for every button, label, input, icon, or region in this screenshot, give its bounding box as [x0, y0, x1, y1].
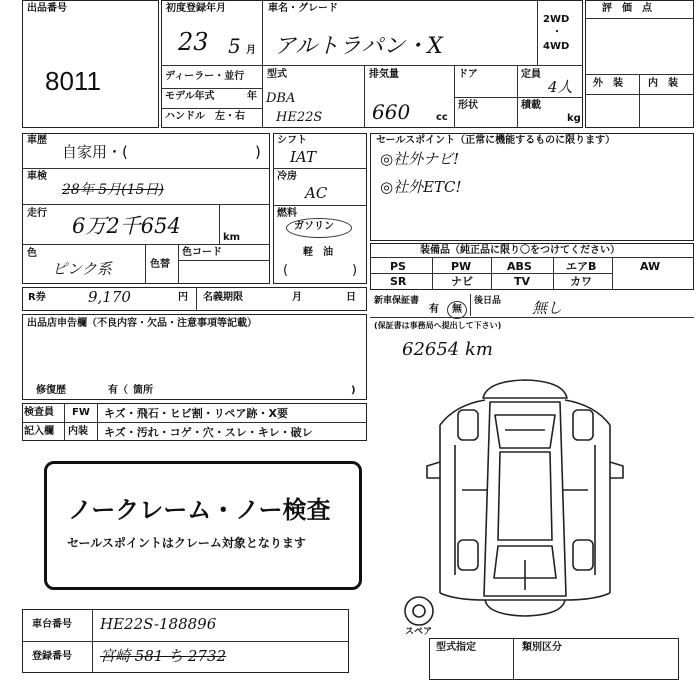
capacity-label: 定員 [521, 69, 541, 80]
door-label: ドア [458, 69, 478, 80]
category-label: 類別区分 [522, 642, 562, 653]
equip-tv: TV [514, 275, 531, 288]
sales-point-line1: ◎社外ナビ! [380, 150, 460, 168]
no-claim-sub: セールスポイントはクレーム対象となります [67, 536, 306, 550]
warranty-no: 無 [452, 304, 462, 315]
drive-4wd: 4WD [543, 41, 570, 52]
exterior-label: 外 装 [593, 78, 623, 89]
drive-dot: ・ [552, 27, 562, 38]
shift-value: IAT [290, 148, 316, 166]
deadline-day: 日 [346, 292, 356, 303]
first-reg-year: 23 [178, 28, 209, 56]
recycle-label: R券 [28, 292, 46, 303]
type-label: 型式 [267, 69, 287, 80]
inspector-label: 検査員 [24, 407, 54, 418]
car-name-label: 車名・グレード [268, 3, 338, 14]
chassis-label: 車台番号 [32, 619, 72, 630]
repair-place: 箇所 [133, 385, 153, 396]
equip-abs: ABS [507, 260, 532, 273]
interior-label: 内 装 [648, 78, 678, 89]
history-label: 車歴 [27, 135, 47, 146]
lot-number-label: 出品番号 [27, 3, 67, 14]
fw-items: キズ・飛石・ヒビ割・リペア跡・X要 [104, 407, 289, 420]
deadline-month: 月 [292, 292, 302, 303]
km-unit: km [223, 232, 241, 243]
type-value-2: HE22S [276, 110, 323, 125]
reg-value: 宮崎 581 ち 2732 [100, 647, 227, 665]
report-title: 出品店申告欄（不良内容・欠品・注意事項等記載） [27, 318, 257, 329]
inspection-value: 28年 5月(15日) [62, 182, 164, 198]
repair-label: 修復歴 [36, 385, 66, 396]
model-year-label: モデル年式 [165, 91, 215, 102]
type-spec-label: 型式指定 [436, 642, 476, 653]
dealer-label: ディーラー・並行 [165, 71, 245, 82]
month-suffix: 月 [246, 45, 256, 56]
mirror-right [610, 462, 623, 478]
capacity-value: 4人 [548, 78, 573, 96]
kg-unit: kg [567, 113, 581, 124]
light-oil-label: 軽 油 [303, 247, 333, 258]
fuel-paren-close: ) [352, 263, 358, 278]
wheel-front-left [458, 410, 478, 440]
warranty-note: (保証書は事務局へ提出して下さい) [374, 321, 502, 330]
first-reg-label: 初度登録年月 [166, 3, 226, 14]
wheel-front-right [573, 410, 593, 440]
displacement-value: 660 [372, 100, 411, 124]
equip-navi: ナビ [451, 275, 473, 288]
equip-pw: PW [451, 260, 472, 273]
repair-paren-close: ) [351, 385, 356, 396]
mileage-label: 走行 [27, 208, 47, 219]
warranty-yes: 有 [429, 304, 439, 315]
fw-label: FW [72, 407, 90, 418]
drive-2wd: 2WD [543, 14, 570, 25]
sales-point-title: セールスポイント（正常に機能するものに限ります） [376, 135, 616, 146]
warranty-handwritten: 62654 km [402, 339, 493, 360]
equip-aw: AW [640, 260, 661, 273]
chassis-value: HE22S-188896 [100, 615, 217, 633]
color-code-label: 色コード [182, 247, 222, 258]
interior-items: キズ・汚れ・コゲ・穴・スレ・キレ・破レ [104, 426, 313, 439]
fuel-paren-open: ( [283, 263, 289, 278]
inspection-label: 車検 [27, 171, 47, 182]
repair-value: 有（ [108, 385, 128, 396]
spare-tire-inner [413, 605, 425, 617]
rating-label: 評 価 点 [602, 3, 652, 14]
lot-number-value: 8011 [45, 66, 101, 96]
roof-panel [498, 452, 552, 540]
displacement-label: 排気量 [369, 69, 399, 80]
after-item-value: 無し [532, 299, 563, 317]
sales-point-line2: ◎社外ETC! [380, 178, 462, 196]
load-label: 積載 [521, 100, 541, 111]
color-change-label: 色替 [150, 259, 170, 270]
recycle-amount: 9,170 [88, 288, 131, 306]
fuel-value: ガソリン [294, 221, 334, 232]
equip-ps: PS [390, 260, 406, 273]
front-bumper-outline [483, 380, 567, 398]
car-name-value: アルトラパン・X [274, 34, 443, 59]
ac-value: AC [305, 184, 328, 202]
equip-airbag: エアB [566, 260, 597, 273]
spare-label: スペア [405, 627, 433, 637]
mirror-left [427, 462, 440, 478]
first-reg-month: 5 [228, 34, 241, 58]
yen-unit: 円 [178, 292, 188, 303]
interior-row-label: 内装 [68, 426, 88, 437]
rear-bumper-outline [485, 600, 565, 616]
color-label: 色 [27, 248, 37, 259]
fuel-label: 燃料 [277, 208, 297, 219]
equip-leather: カワ [570, 275, 592, 288]
equip-sr: SR [390, 275, 407, 288]
equipment-title: 装備品（純正品に限り〇をつけてください） [420, 245, 620, 256]
warranty-label: 新車保証書 [374, 296, 420, 306]
history-paren-close: ) [255, 143, 261, 161]
color-value: ピンク系 [52, 260, 112, 278]
no-claim-title: ノークレーム・ノー検査 [68, 496, 331, 524]
wheel-rear-left [458, 540, 478, 570]
shape-label: 形状 [458, 100, 478, 111]
windshield-outline [495, 415, 555, 448]
deadline-label: 名義期限 [203, 292, 243, 303]
history-value: 自家用・( [62, 143, 128, 161]
type-value-1: DBA [266, 91, 296, 106]
after-item-label: 後日品 [474, 296, 502, 306]
reg-label: 登録番号 [32, 651, 72, 662]
ac-label: 冷房 [277, 171, 297, 182]
writer-label: 記入欄 [24, 426, 54, 437]
mileage-value: 6万2千654 [72, 214, 181, 238]
cc-unit: cc [436, 112, 448, 123]
model-year-suffix: 年 [247, 91, 257, 102]
handle-label: ハンドル 左・右 [165, 111, 245, 122]
shift-label: シフト [277, 135, 307, 146]
wheel-rear-right [573, 540, 593, 570]
spare-tire-outer [405, 597, 433, 625]
